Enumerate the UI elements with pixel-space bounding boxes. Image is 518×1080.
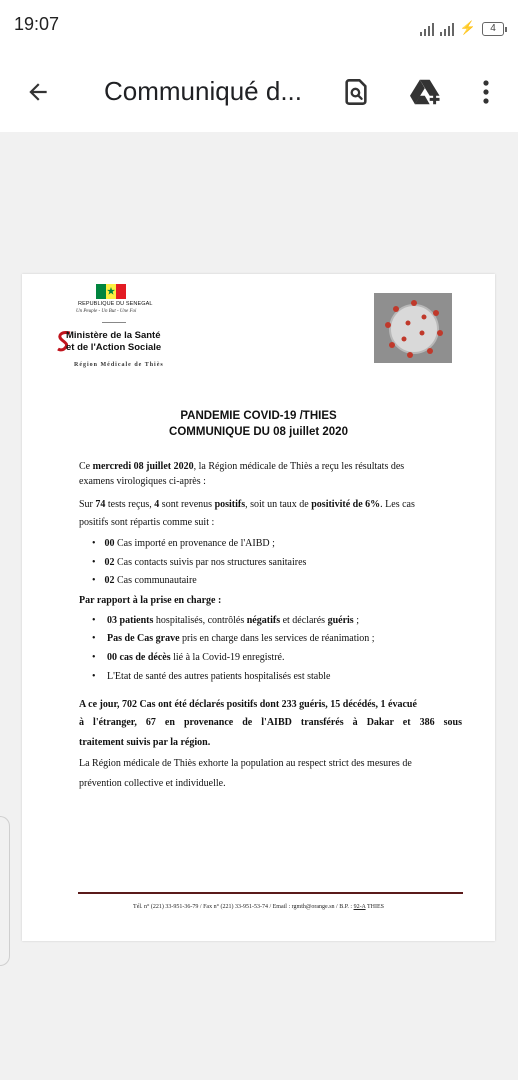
case-item [92, 556, 306, 570]
stats-b: 74 [95, 499, 106, 510]
ministry-line-1: Ministère de la Santé [66, 330, 161, 341]
care-a: Pas de Cas grave [107, 633, 180, 644]
find-in-page-button[interactable] [338, 74, 374, 110]
side-drawer-handle[interactable] [0, 816, 10, 966]
ministry-line-2: et de l'Action Sociale [66, 342, 162, 353]
stats-i: . Les cas [380, 499, 415, 510]
ministry-name [66, 330, 161, 354]
status-icons [420, 16, 504, 36]
care-heading: Par rapport à la prise en charge : [79, 595, 222, 606]
care-e: guéris [327, 615, 354, 626]
summary-line-3: traitement suivis par la région. [79, 737, 211, 748]
closing-line-1: La Région médicale de Thiès exhorte la population au respect strict des mesures de [79, 758, 412, 769]
summary-line-1: A ce jour, 702 Cas ont été déclarés positifs dont 233 guéris, 15 décédés, 1 évacué [79, 699, 417, 710]
battery-level: 4 [490, 23, 496, 34]
document-title-line-1: PANDEMIE COVID-19 /THIES [180, 410, 337, 422]
footer-text: Tél. n° (221) 33-951-36-79 / Fax n° (221) 33-951-53-74 / Email : rgmth@orange.sn / B.P. : [133, 904, 354, 910]
case-count: 00 [104, 538, 115, 549]
stats-e: sont revenus [159, 499, 215, 510]
footer-divider [78, 892, 463, 894]
footer-bp: 92-A [353, 904, 366, 910]
case-text: Cas contacts suivis par nos structures sanitaires [114, 557, 307, 568]
document-page [22, 274, 495, 941]
document-title: Communiqué d... [104, 76, 302, 106]
care-item [92, 632, 375, 646]
status-bar [0, 0, 518, 52]
stats-g: , soit un taux de [245, 499, 312, 510]
save-to-drive-button[interactable] [408, 74, 444, 110]
stats-f: positifs [214, 499, 246, 510]
stats-d: 4 [154, 499, 160, 510]
care-b: hospitalisés, contrôlés [153, 615, 247, 626]
care-a: 03 patients [107, 615, 154, 626]
care-d: et déclarés [280, 615, 328, 626]
document-title-line-2: COMMUNIQUE DU 08 juillet 2020 [169, 426, 348, 438]
closing-line-2: prévention collective et individuelle. [79, 778, 226, 789]
more-vert-icon [482, 80, 490, 104]
care-c: négatifs [246, 615, 281, 626]
case-item [92, 574, 197, 588]
care-b: lié à la Covid-19 enregistré. [170, 652, 285, 663]
motto: Un Peuple - Un But - Une Foi [76, 309, 137, 314]
intro-text-a: Ce [79, 461, 93, 472]
case-count: 02 [104, 557, 115, 568]
region-label: Région Médicale de Thiès [74, 362, 164, 368]
intro-date: mercredi 08 juillet 2020 [92, 461, 194, 472]
republic-label: REPUBLIQUE DU SENEGAL [78, 301, 153, 307]
care-item [92, 651, 284, 665]
intro-line-1 [79, 460, 462, 474]
more-options-button[interactable] [468, 74, 504, 110]
charging-icon: ⚡ [459, 20, 476, 35]
stats-a: Sur [79, 499, 96, 510]
care-item [92, 670, 330, 684]
header-separator [102, 322, 126, 323]
case-item [92, 537, 275, 551]
drive-add-icon [410, 77, 442, 107]
case-count: 02 [104, 575, 115, 586]
care-b: pris en charge dans les services de réanimation ; [179, 633, 375, 644]
care-a: L'Etat de santé des autres patients hospitalisés est stable [107, 671, 331, 682]
arrow-back-icon [25, 79, 51, 105]
stats-line-1 [79, 498, 462, 512]
care-f: ; [353, 615, 359, 626]
case-text: Cas communautaire [114, 575, 197, 586]
intro-line-2: examens virologiques ci-après : [79, 476, 206, 487]
stats-line-2: positifs sont répartis comme suit : [79, 517, 215, 528]
senegal-flag [96, 284, 126, 299]
coronavirus-image [374, 293, 452, 363]
app-bar [0, 52, 518, 132]
signal-icon [420, 20, 434, 36]
signal-icon-2 [440, 20, 454, 36]
find-in-page-icon [342, 78, 370, 106]
stats-h: positivité de 6% [311, 499, 381, 510]
footer-city: THIES [365, 904, 384, 910]
case-text: Cas importé en provenance de l'AIBD ; [114, 538, 275, 549]
footer-contact [22, 904, 495, 910]
status-time: 19:07 [14, 14, 60, 34]
stats-c: tests reçus, [105, 499, 155, 510]
summary-line-2: à l'étranger, 67 en provenance de l'AIBD transférés à Dakar et 386 sous [79, 717, 462, 728]
back-button[interactable] [20, 74, 56, 110]
intro-text-b: , la Région médicale de Thiès a reçu les résultats des [193, 461, 405, 472]
care-item [92, 614, 359, 628]
battery-icon [482, 22, 504, 36]
care-a: 00 cas de décès [107, 652, 171, 663]
